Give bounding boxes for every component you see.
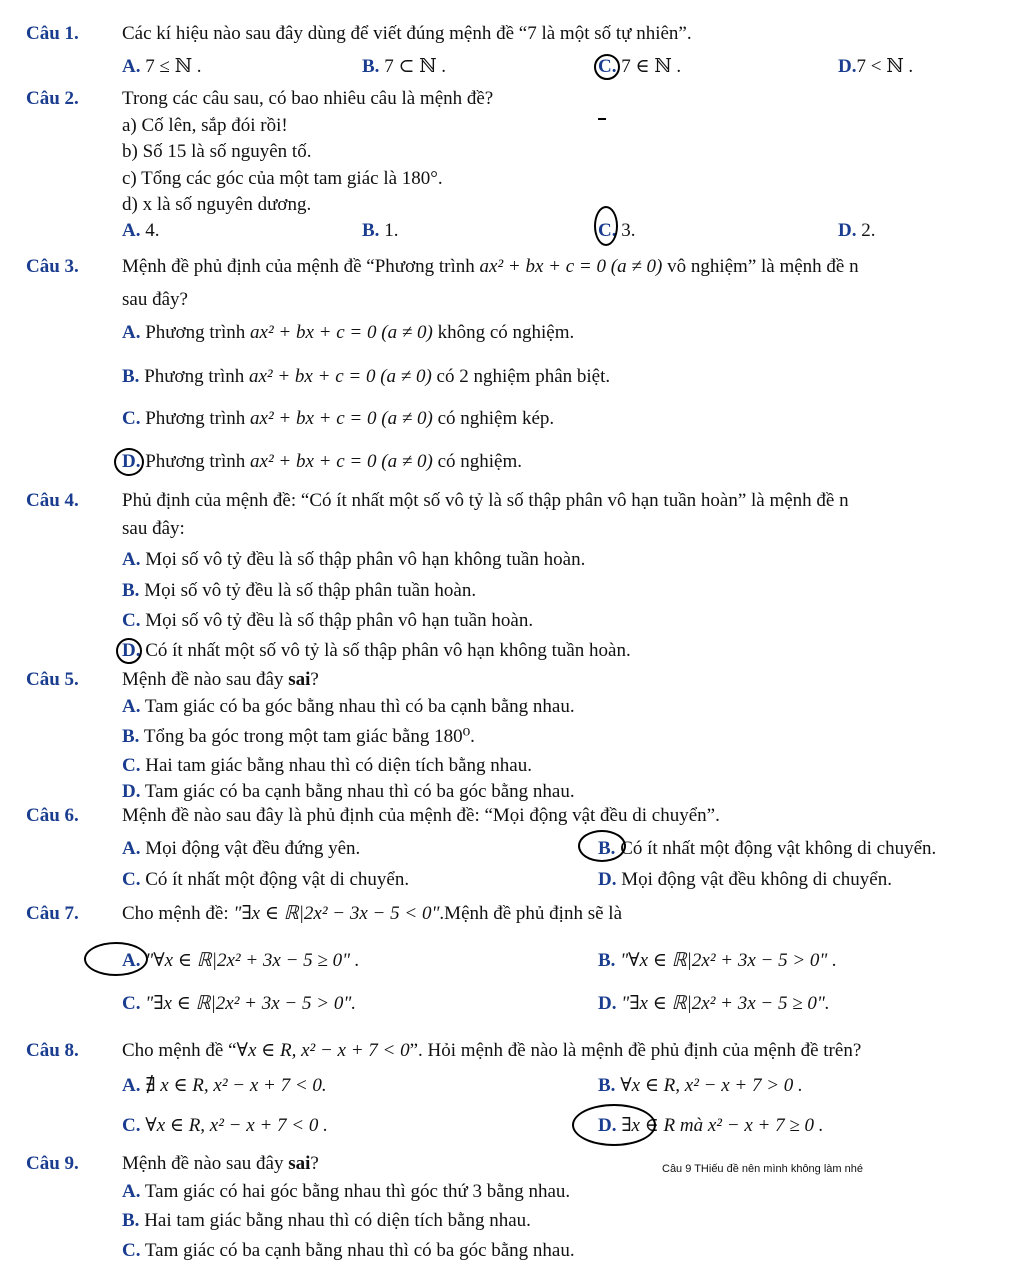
option-text: Phương trình <box>145 451 251 472</box>
option-label: A. <box>122 1181 141 1202</box>
option-tail: không có nghiệm. <box>432 322 575 343</box>
option-text: 7 ≤ ℕ . <box>145 56 202 77</box>
option-label: B. <box>122 1210 140 1231</box>
q6-option-c[interactable] <box>122 869 409 891</box>
stem-emphasis: sai <box>288 669 311 690</box>
option-text: 4. <box>145 220 160 241</box>
option-label: B. <box>362 56 380 77</box>
question-8-stem <box>122 1040 861 1062</box>
q4-option-a[interactable] <box>122 549 585 571</box>
option-tail: có nghiệm kép. <box>432 408 555 429</box>
option-label: A. <box>122 549 141 570</box>
q4-option-d[interactable] <box>122 640 631 662</box>
option-text: Tam giác có hai góc bằng nhau thì góc thứ 3 bằng nhau. <box>144 1181 571 1202</box>
q5-option-c[interactable] <box>122 755 532 777</box>
option-text: ∄ x ∈ R, x² − x + 7 < 0. <box>145 1075 327 1096</box>
question-6-number: Câu 6. <box>26 805 79 826</box>
question-7-stem <box>122 903 622 925</box>
option-label: A. <box>122 838 141 859</box>
question-4-stem: Phủ định của mệnh đề: “Có ít nhất một số vô tỷ là số thập phân vô hạn tuần hoàn” là mệnh đề n <box>122 490 849 511</box>
q7-option-b[interactable] <box>598 950 837 972</box>
q6-option-a[interactable] <box>122 838 360 860</box>
option-text: Mọi số vô tỷ đều là số thập phân tuần hoàn. <box>144 580 477 601</box>
q9-option-b[interactable] <box>122 1210 531 1232</box>
stem-text: ? <box>310 669 319 690</box>
q4-option-b[interactable] <box>122 580 476 602</box>
q7-option-a[interactable] <box>122 950 360 972</box>
option-math: ax² + bx + c = 0 (a ≠ 0) <box>250 451 433 472</box>
option-label: A. <box>122 322 141 343</box>
q2-statement-d: d) x là số nguyên dương. <box>122 194 312 215</box>
option-label: B. <box>122 580 140 601</box>
q7-option-c[interactable] <box>122 993 356 1015</box>
option-label: D. <box>838 220 857 241</box>
q2-option-a[interactable] <box>122 220 159 242</box>
stem-text: ? <box>310 1153 319 1174</box>
option-text: 7 < ℕ . <box>856 56 914 77</box>
option-text: Tam giác có ba cạnh bằng nhau thì có ba góc bằng nhau. <box>144 781 575 802</box>
q6-option-b[interactable] <box>598 838 936 860</box>
option-text: Tổng ba góc trong một tam giác bằng 180⁰. <box>143 726 475 747</box>
option-label: A. <box>122 1075 141 1096</box>
option-math: ax² + bx + c = 0 (a ≠ 0) <box>250 408 433 429</box>
q2-option-b[interactable] <box>362 220 398 242</box>
option-text: "∃x ∈ ℝ|2x² + 3x − 5 > 0". <box>145 993 357 1014</box>
q2-statement-b: b) Số 15 là số nguyên tố. <box>122 141 312 162</box>
question-3-stem-cont: sau đây? <box>122 289 188 310</box>
question-7-number: Câu 7. <box>26 903 79 924</box>
q2-option-c[interactable] <box>598 220 635 242</box>
option-text: Có ít nhất một động vật không di chuyển. <box>620 838 937 859</box>
question-8-number: Câu 8. <box>26 1040 79 1061</box>
option-label: D. <box>838 56 857 77</box>
option-text: Mọi động vật đều đứng yên. <box>145 838 361 859</box>
q5-option-b[interactable] <box>122 726 475 748</box>
option-text: Hai tam giác bằng nhau thì có diện tích bằng nhau. <box>145 755 532 776</box>
stem-emphasis: sai <box>288 1153 311 1174</box>
q9-option-a[interactable] <box>122 1181 570 1203</box>
option-text: Phương trình <box>145 408 251 429</box>
option-text: ∀x ∈ R, x² − x + 7 > 0 . <box>620 1075 803 1096</box>
option-math: ax² + bx + c = 0 (a ≠ 0) <box>248 366 432 387</box>
option-text: ∃x ∈ R mà x² − x + 7 ≥ 0 . <box>621 1115 824 1136</box>
q1-option-b[interactable] <box>362 56 446 78</box>
question-4-stem-cont: sau đây: <box>122 518 185 539</box>
question-1-stem: Các kí hiệu nào sau đây dùng để viết đúng mệnh đề “7 là một số tự nhiên”. <box>122 23 692 44</box>
option-text: 7 ⊂ ℕ . <box>384 56 446 77</box>
option-label: C. <box>598 56 617 77</box>
option-text: "∃x ∈ ℝ|2x² + 3x − 5 ≥ 0". <box>621 993 830 1014</box>
option-text: 2. <box>861 220 876 241</box>
option-label: D. <box>122 640 141 661</box>
option-text: Có ít nhất một số vô tỷ là số thập phân vô hạn không tuần hoàn. <box>145 640 631 661</box>
q8-option-c[interactable] <box>122 1115 328 1137</box>
option-text: Tam giác có ba cạnh bằng nhau thì có ba góc bằng nhau. <box>144 1240 575 1261</box>
option-label: C. <box>122 869 141 890</box>
option-label: B. <box>122 726 140 747</box>
option-text: Mọi số vô tỷ đều là số thập phân vô hạn không tuần hoàn. <box>145 549 586 570</box>
option-text: Có ít nhất một động vật di chuyển. <box>145 869 410 890</box>
option-text: Mọi số vô tỷ đều là số thập phân vô hạn tuần hoàn. <box>145 610 534 631</box>
option-label: C. <box>122 755 141 776</box>
option-tail: có nghiệm. <box>432 451 523 472</box>
q1-option-d[interactable] <box>838 56 913 78</box>
option-label: C. <box>122 408 141 429</box>
option-label: D. <box>598 869 617 890</box>
option-text: "∀x ∈ ℝ|2x² + 3x − 5 ≥ 0" . <box>145 950 360 971</box>
question-5-stem <box>122 669 319 691</box>
question-3-stem <box>122 256 859 278</box>
option-label: A. <box>122 950 141 971</box>
option-text: "∀x ∈ ℝ|2x² + 3x − 5 > 0" . <box>620 950 837 971</box>
stem-math: ∀x ∈ R, x² − x + 7 < 0 <box>236 1040 410 1061</box>
q6-option-d[interactable] <box>598 869 892 891</box>
option-label: A. <box>122 56 141 77</box>
option-label: B. <box>122 366 140 387</box>
q7-option-d[interactable] <box>598 993 830 1015</box>
q9-option-c[interactable] <box>122 1240 575 1262</box>
stem-text: Cho mệnh đề “ <box>122 1040 237 1061</box>
option-text: Mọi động vật đều không di chuyển. <box>621 869 892 890</box>
option-label: B. <box>362 220 380 241</box>
q8-option-d[interactable] <box>598 1115 824 1137</box>
option-label: A. <box>122 220 141 241</box>
q2-option-d[interactable] <box>838 220 875 242</box>
q3-option-c[interactable] <box>122 408 554 430</box>
question-2-number: Câu 2. <box>26 88 79 109</box>
q8-option-a[interactable] <box>122 1075 327 1097</box>
option-label: C. <box>122 1115 141 1136</box>
q5-option-a[interactable] <box>122 696 575 718</box>
option-label: B. <box>598 838 616 859</box>
stray-mark <box>598 118 606 120</box>
question-1-number: Câu 1. <box>26 23 79 44</box>
option-label: D. <box>598 993 617 1014</box>
option-label: D. <box>122 451 141 472</box>
question-5-number: Câu 5. <box>26 669 79 690</box>
q1-option-a[interactable] <box>122 56 202 78</box>
stem-text: Mệnh đề phủ định của mệnh đề “Phương trình <box>122 256 480 277</box>
q8-option-b[interactable] <box>598 1075 803 1097</box>
q2-statement-a: a) Cố lên, sắp đói rồi! <box>122 115 288 136</box>
q4-option-c[interactable] <box>122 610 533 632</box>
question-9-stem <box>122 1153 319 1175</box>
stem-math: "∃x ∈ ℝ|2x² − 3x − 5 < 0" <box>233 903 440 924</box>
option-text: Hai tam giác bằng nhau thì có diện tích bằng nhau. <box>144 1210 531 1231</box>
option-text: Tam giác có ba góc bằng nhau thì có ba cạnh bằng nhau. <box>144 696 575 717</box>
stem-text: Cho mệnh đề: <box>122 903 234 924</box>
question-4-number: Câu 4. <box>26 490 79 511</box>
q3-option-b[interactable] <box>122 366 610 388</box>
option-label: C. <box>122 610 141 631</box>
option-label: C. <box>598 220 617 241</box>
option-label: B. <box>598 950 616 971</box>
option-label: B. <box>598 1075 616 1096</box>
question-2-stem: Trong các câu sau, có bao nhiêu câu là mệnh đề? <box>122 88 494 109</box>
q1-option-c[interactable] <box>598 56 681 78</box>
q2-statement-c: c) Tổng các góc của một tam giác là 180°. <box>122 168 443 189</box>
stem-text: .Mệnh đề phủ định sẽ là <box>439 903 622 924</box>
option-label: C. <box>122 1240 141 1261</box>
stem-math: ax² + bx + c = 0 (a ≠ 0) <box>479 256 663 277</box>
option-math: ax² + bx + c = 0 (a ≠ 0) <box>250 322 433 343</box>
option-text: Phương trình <box>144 366 249 387</box>
option-tail: có 2 nghiệm phân biệt. <box>431 366 611 387</box>
stem-text: ”. Hỏi mệnh đề nào là mệnh đề phủ định của mệnh đề trên? <box>409 1040 862 1061</box>
handwritten-note: Câu 9 THiếu đề nên mình không làm nhé <box>662 1163 863 1175</box>
option-label: C. <box>122 993 141 1014</box>
option-text: Phương trình <box>145 322 251 343</box>
stem-text: vô nghiệm” là mệnh đề n <box>662 256 859 277</box>
stem-text: Mệnh đề nào sau đây <box>122 1153 289 1174</box>
stem-text: Mệnh đề nào sau đây <box>122 669 289 690</box>
q3-option-a[interactable] <box>122 322 574 344</box>
option-text: 7 ∈ ℕ . <box>621 56 682 77</box>
question-3-number: Câu 3. <box>26 256 79 277</box>
option-label: A. <box>122 696 141 717</box>
q3-option-d[interactable] <box>122 451 522 473</box>
option-text: 1. <box>384 220 399 241</box>
option-label: D. <box>122 781 141 802</box>
question-9-number: Câu 9. <box>26 1153 79 1174</box>
option-text: ∀x ∈ R, x² − x + 7 < 0 . <box>145 1115 328 1136</box>
option-label: D. <box>598 1115 617 1136</box>
question-6-stem: Mệnh đề nào sau đây là phủ định của mệnh đề: “Mọi động vật đều di chuyển”. <box>122 805 720 826</box>
q5-option-d[interactable] <box>122 781 575 803</box>
option-text: 3. <box>621 220 636 241</box>
